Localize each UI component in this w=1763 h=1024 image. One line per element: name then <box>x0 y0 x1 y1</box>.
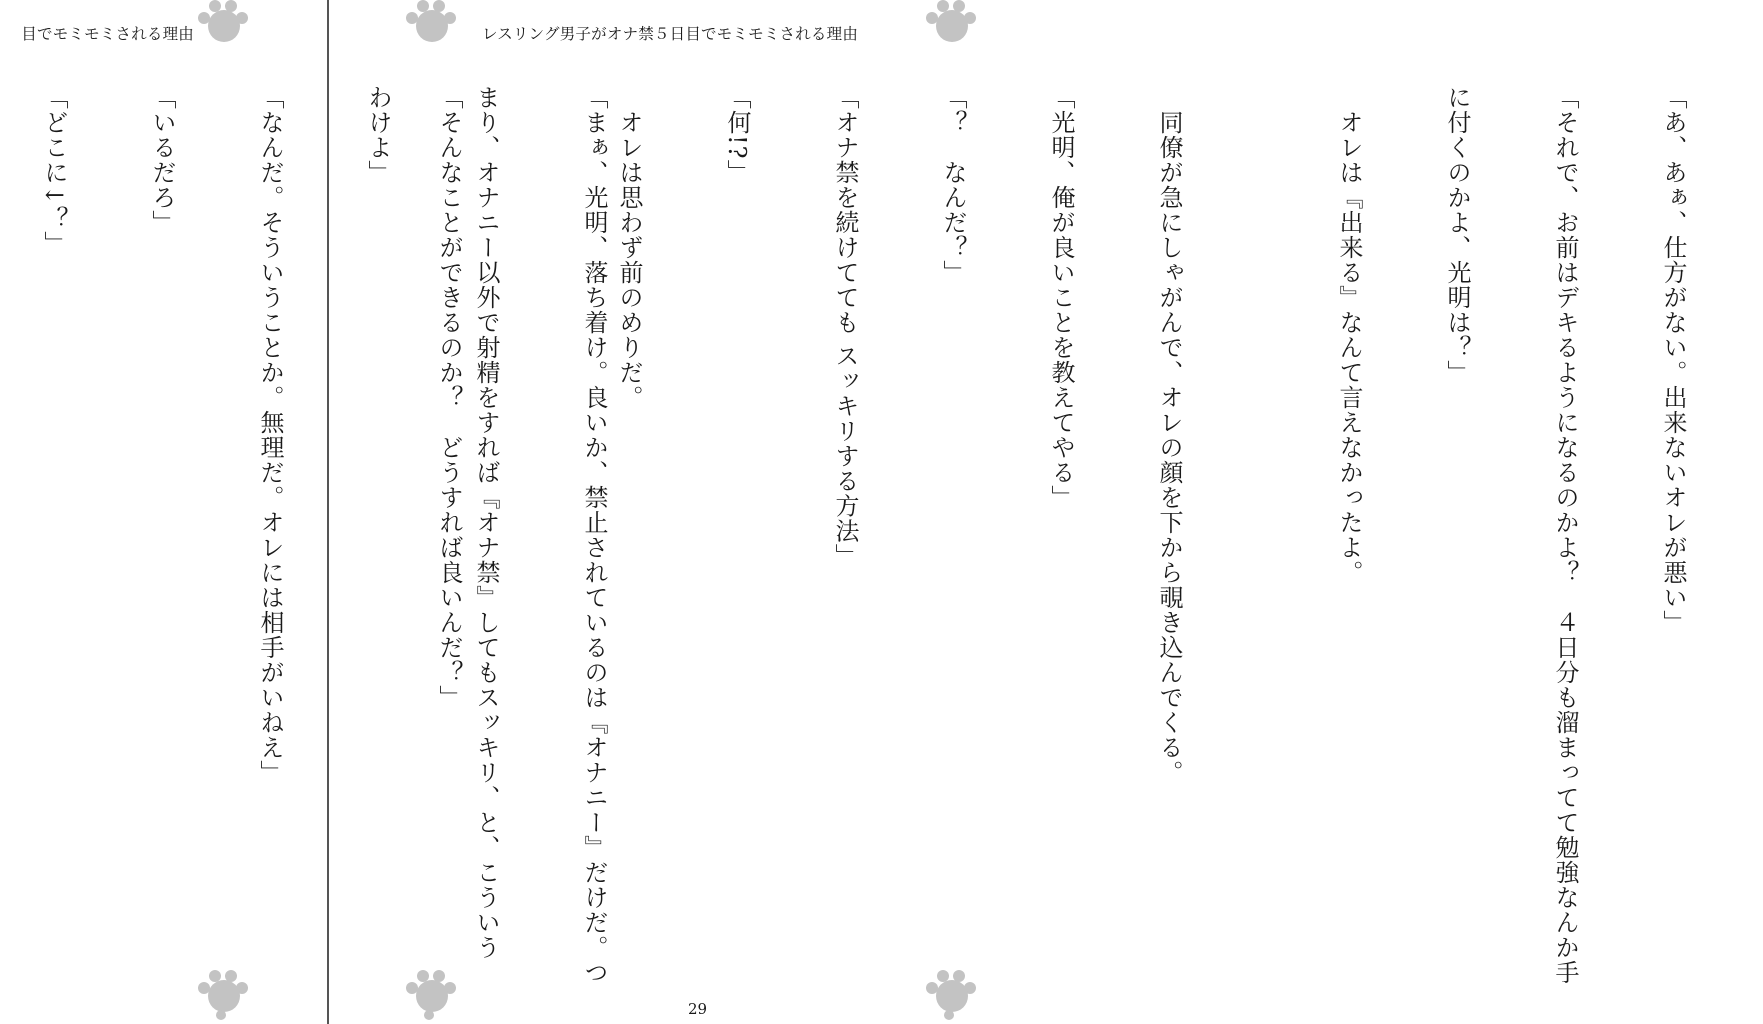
page-number: 29 <box>688 1000 708 1018</box>
text-line: 「あ、あぁ、仕方がない。出来ないオレが悪い」 <box>1659 85 1687 635</box>
text-line: 「それで、お前はデキるようになるのかよ？ ４日分も溜まってて勉強なんか手 <box>1551 85 1579 985</box>
paw-ornament-icon <box>406 0 458 52</box>
text-line: 「なんだ。そういうことか。無理だ。オレには相手がいねえ」 <box>256 85 284 785</box>
text-line: 同僚が急にしゃがんで、オレの顔を下から覗き込んでくる。 <box>1155 85 1183 785</box>
left-page-body <box>0 85 684 985</box>
text-line: に付くのかよ、光明は？」 <box>1443 85 1471 385</box>
paw-ornament-icon <box>926 0 978 52</box>
text-line: 「何!?」 <box>723 85 751 185</box>
text-line: 「いるだろ」 <box>148 85 176 235</box>
left-page-running-header: 目でモミモミされる理由 <box>21 25 194 43</box>
text-line: 「オナ禁を続けてても スッキリする方法」 <box>831 85 859 569</box>
text-line: 「光明、俺が良いことを教えてやる」 <box>1047 85 1075 510</box>
text-line: 「？ なんだ？」 <box>939 85 967 285</box>
text-line: 「まぁ、光明、落ち着け。良いか、禁止されているのは『オナニー』だけだ。つ <box>580 85 608 985</box>
text-line: まり、オナニー以外で射精をすれば『オナ禁』してもスッキリ、と、こういう <box>472 85 500 960</box>
text-line: わけよ」 <box>364 85 392 185</box>
text-line: 「どこに↓？」 <box>40 85 68 257</box>
text-line: 「そんなことができるのか？ どうすれば良いんだ？」 <box>435 85 463 710</box>
paw-ornament-icon <box>198 0 250 52</box>
text-line: オレは『出来る』なんて言えなかったよ。 <box>1335 85 1363 585</box>
right-page-running-header: レスリング男子がオナ禁５日目でモミモミされる理由 <box>482 25 859 43</box>
text-line: オレは思わず前のめりだ。 <box>615 85 643 410</box>
